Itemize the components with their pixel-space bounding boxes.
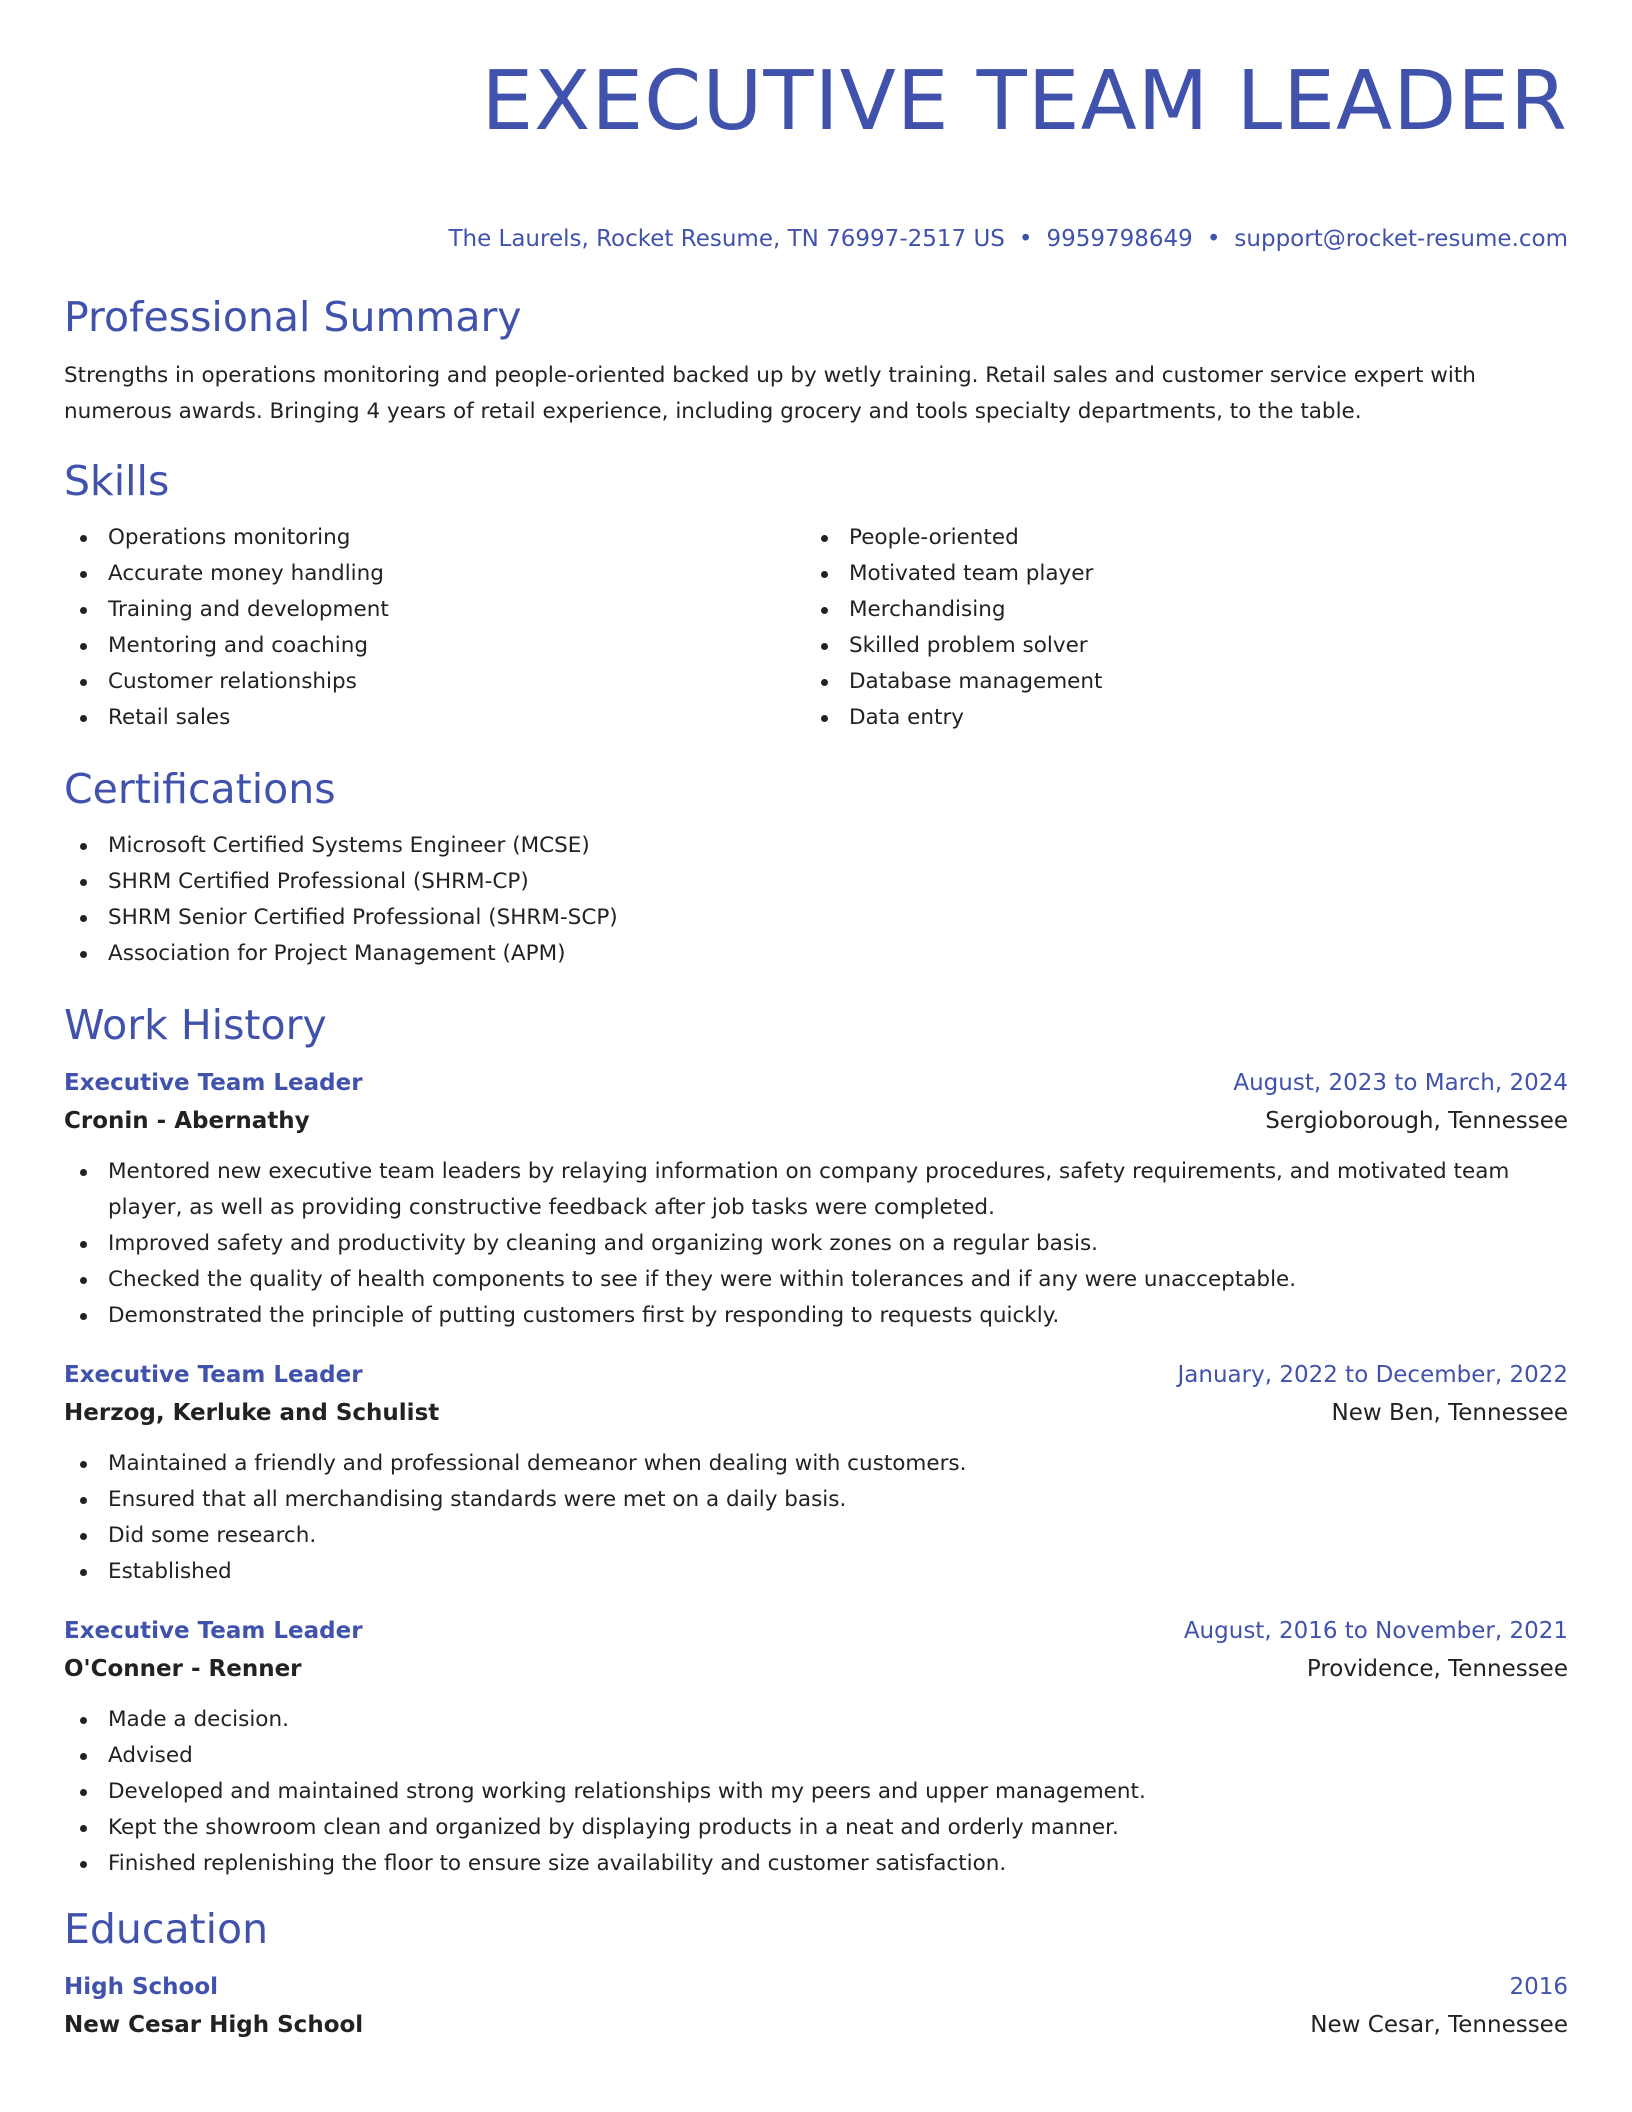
skills-right-list xyxy=(805,520,1546,736)
skills-section xyxy=(64,456,1568,736)
certifications-list xyxy=(64,828,1568,972)
job-bullet: Established xyxy=(64,1554,1568,1590)
certification-item: Association for Project Management (APM) xyxy=(64,936,1568,972)
skills-grid xyxy=(64,520,1568,736)
job-bullet: Demonstrated the principle of putting customers first by responding to requests quickly. xyxy=(64,1298,1568,1334)
contact-separator: • xyxy=(1018,226,1033,252)
contact-separator: • xyxy=(1206,226,1221,252)
education-degree: High School xyxy=(64,1974,219,2000)
skill-item: Operations monitoring xyxy=(64,520,805,556)
job-bullet: Advised xyxy=(64,1738,1568,1774)
job-company: Cronin - Abernathy xyxy=(64,1108,310,1134)
skill-item: People-oriented xyxy=(805,520,1546,556)
job-title: Executive Team Leader xyxy=(64,1070,363,1096)
job-bullet: Mentored new executive team leaders by relaying information on company procedures, safety requirements, and motivated team player, as well as providing constructive feedback after job tasks were completed. xyxy=(64,1154,1568,1226)
resume-header xyxy=(64,0,1568,254)
section-title-certifications: Certifications xyxy=(64,765,336,813)
job-bullets xyxy=(64,1154,1568,1334)
education-location: New Cesar, Tennessee xyxy=(1310,2012,1568,2038)
section-title-skills: Skills xyxy=(64,457,170,505)
contact-address: The Laurels, Rocket Resume, TN 76997-2517 US xyxy=(448,226,1005,252)
section-title-work-history: Work History xyxy=(64,1001,327,1049)
contact-email: support@rocket-resume.com xyxy=(1234,226,1568,252)
education-row-1 xyxy=(64,1968,1568,2006)
section-title-summary: Professional Summary xyxy=(64,293,522,341)
job-bullet: Ensured that all merchandising standards were met on a daily basis. xyxy=(64,1482,1568,1518)
skill-item: Mentoring and coaching xyxy=(64,628,805,664)
job-title: Executive Team Leader xyxy=(64,1362,363,1388)
job-bullet: Did some research. xyxy=(64,1518,1568,1554)
job-entry xyxy=(64,1612,1568,1882)
skill-item: Accurate money handling xyxy=(64,556,805,592)
job-dates: January, 2022 to December, 2022 xyxy=(1177,1362,1568,1388)
summary-text: Strengths in operations monitoring and people-oriented backed up by wetly training. Retail sales and customer service expert with numerous awards. Bringing 4 years of retail experience, including grocery and tools specialty departments, to the table. xyxy=(64,363,1476,424)
job-dates: August, 2023 to March, 2024 xyxy=(1233,1070,1568,1096)
certification-item: SHRM Certified Professional (SHRM-CP) xyxy=(64,864,1568,900)
skill-item: Training and development xyxy=(64,592,805,628)
job-entry xyxy=(64,1064,1568,1334)
skill-item: Motivated team player xyxy=(805,556,1546,592)
job-bullet: Maintained a friendly and professional demeanor when dealing with customers. xyxy=(64,1446,1568,1482)
certification-item: Microsoft Certified Systems Engineer (MCSE) xyxy=(64,828,1568,864)
education-year: 2016 xyxy=(1509,1974,1568,2000)
jobs-container xyxy=(64,1064,1568,1882)
job-company: Herzog, Kerluke and Schulist xyxy=(64,1400,440,1426)
job-bullet: Made a decision. xyxy=(64,1702,1568,1738)
section-title-education: Education xyxy=(64,1905,269,1953)
job-header-row xyxy=(64,1612,1568,1650)
contact-phone: 9959798649 xyxy=(1046,226,1193,252)
job-bullets xyxy=(64,1702,1568,1882)
education-section xyxy=(64,1904,1568,2044)
job-company-row xyxy=(64,1102,1568,1140)
education-entry xyxy=(64,1968,1568,2044)
job-dates: August, 2016 to November, 2021 xyxy=(1183,1618,1568,1644)
job-company-row xyxy=(64,1394,1568,1432)
job-bullet: Finished replenishing the floor to ensure size availability and customer satisfaction. xyxy=(64,1846,1568,1882)
job-bullet: Kept the showroom clean and organized by displaying products in a neat and orderly manner. xyxy=(64,1810,1568,1846)
job-bullet: Developed and maintained strong working relationships with my peers and upper management. xyxy=(64,1774,1568,1810)
job-header-row xyxy=(64,1356,1568,1394)
job-location: Sergioborough, Tennessee xyxy=(1265,1108,1568,1134)
skills-left-list xyxy=(64,520,805,736)
work-history-section xyxy=(64,1000,1568,1882)
education-row-2 xyxy=(64,2006,1568,2044)
skill-item: Customer relationships xyxy=(64,664,805,700)
job-bullets xyxy=(64,1446,1568,1590)
certification-item: SHRM Senior Certified Professional (SHRM-SCP) xyxy=(64,900,1568,936)
contact-line xyxy=(64,224,1568,254)
job-bullet: Improved safety and productivity by cleaning and organizing work zones on a regular basis. xyxy=(64,1226,1568,1262)
job-company-row xyxy=(64,1650,1568,1688)
certifications-section xyxy=(64,764,1568,972)
job-header-row xyxy=(64,1064,1568,1102)
summary-section xyxy=(64,292,1568,430)
skill-item: Data entry xyxy=(805,700,1546,736)
skill-item: Merchandising xyxy=(805,592,1546,628)
job-title: Executive Team Leader xyxy=(64,1618,363,1644)
job-location: Providence, Tennessee xyxy=(1306,1656,1568,1682)
skill-item: Database management xyxy=(805,664,1546,700)
education-school: New Cesar High School xyxy=(64,2012,364,2038)
skill-item: Retail sales xyxy=(64,700,805,736)
job-location: New Ben, Tennessee xyxy=(1331,1400,1568,1426)
job-entry xyxy=(64,1356,1568,1590)
skill-item: Skilled problem solver xyxy=(805,628,1546,664)
resume-name: EXECUTIVE TEAM LEADER xyxy=(481,54,1568,149)
job-company: O'Conner - Renner xyxy=(64,1656,302,1682)
job-bullet: Checked the quality of health components to see if they were within tolerances and if any were unacceptable. xyxy=(64,1262,1568,1298)
